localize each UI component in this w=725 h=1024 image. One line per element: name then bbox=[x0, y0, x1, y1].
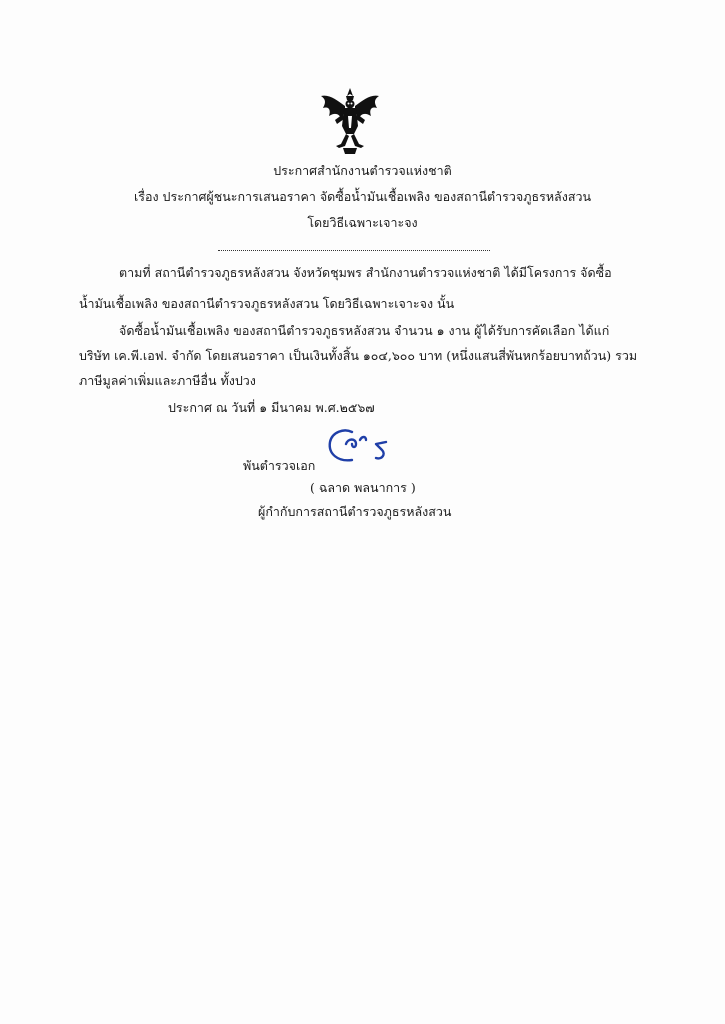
procurement-method: โดยวิธีเฉพาะเจาะจง bbox=[307, 215, 418, 230]
paragraph-2-line-3: ภาษีมูลค่าเพิ่มและภาษีอื่น ทั้งปวง bbox=[79, 373, 256, 388]
handwritten-signature bbox=[322, 426, 412, 472]
announcement-title: ประกาศสำนักงานตำรวจแห่งชาติ bbox=[273, 163, 452, 178]
paragraph-2-line-1: จัดซื้อน้ำมันเชื้อเพลิง ของสถานีตำรวจภูธรหลังสวน จำนวน ๑ งาน ผู้ได้รับการคัดเลือก ได้แก่ bbox=[119, 323, 610, 338]
paragraph-2-line-2: บริษัท เค.พี.เอฟ. จำกัด โดยเสนอราคา เป็นเงินทั้งสิ้น ๑๐๔,๖๐๐ บาท (หนึ่งแสนสี่พันหกร้อยบาทถ้วน) รวม bbox=[79, 348, 638, 363]
paragraph-1-line-2: น้ำมันเชื้อเพลิง ของสถานีตำรวจภูธรหลังสวน โดยวิธีเฉพาะเจาะจง นั้น bbox=[79, 296, 455, 311]
paragraph-1-line-1: ตามที่ สถานีตำรวจภูธรหลังสวน จังหวัดชุมพร สำนักงานตำรวจแห่งชาติ ได้มีโครงการ จัดซื้อ bbox=[119, 265, 612, 280]
garuda-emblem-icon bbox=[319, 86, 381, 156]
signatory-name: ( ฉลาด พลนาการ ) bbox=[310, 480, 416, 495]
signatory-rank: พันตำรวจเอก bbox=[243, 458, 316, 473]
separator-dotted-line bbox=[218, 250, 490, 251]
signatory-position: ผู้กำกับการสถานีตำรวจภูธรหลังสวน bbox=[258, 504, 452, 519]
announcement-date: ประกาศ ณ วันที่ ๑ มีนาคม พ.ศ.๒๕๖๗ bbox=[168, 400, 375, 415]
announcement-subject: เรื่อง ประกาศผู้ชนะการเสนอราคา จัดซื้อน้ำมันเชื้อเพลิง ของสถานีตำรวจภูธรหลังสวน bbox=[133, 189, 592, 204]
